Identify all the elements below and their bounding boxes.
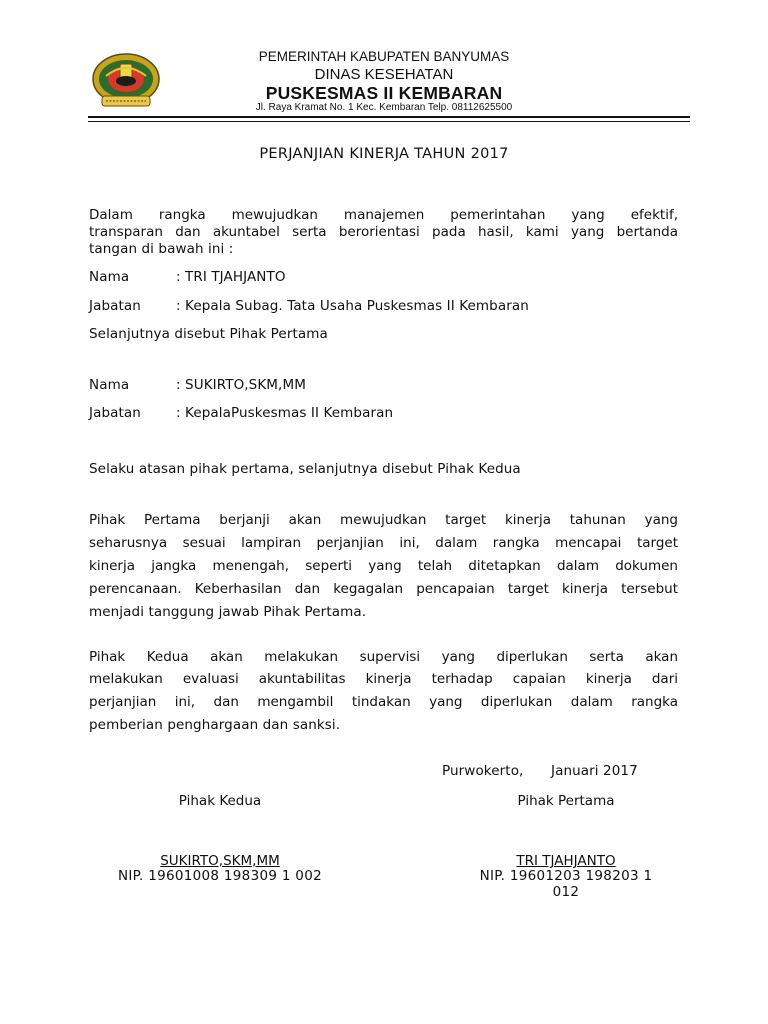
right-signatory-nip-continued: 012: [552, 884, 580, 900]
para2-line-1: Pihak Kedua akan melakukan supervisi yang diperlukan serta akan: [89, 649, 678, 665]
letterhead-address: Jl. Raya Kramat No. 1 Kec. Kembaran Telp. 08112625500: [255, 102, 513, 113]
intro-line-1: Dalam rangka mewujudkan manajemen pemerintahan yang efektif,: [89, 207, 678, 223]
party2-name-label: Nama: [89, 377, 130, 393]
right-signatory-role: Pihak Pertama: [517, 793, 615, 809]
para1-line-3: kinerja jangka menengah, seperti yang telah ditetapkan dalam dokumen: [89, 558, 678, 574]
party1-position-label: Jabatan: [89, 298, 141, 314]
para1-line-2: seharusnya sesuai lampiran perjanjian ini, dalam rangka mencapai target: [89, 535, 678, 551]
party2-position-label: Jabatan: [89, 405, 141, 421]
para2-line-2: melakukan evaluasi akuntabilitas kinerja terhadap capaian kinerja dari: [89, 671, 678, 687]
letterhead-rule-thick: [88, 116, 690, 118]
document-title: PERJANJIAN KINERJA TAHUN 2017: [259, 146, 509, 162]
party1-position-value: : Kepala Subag. Tata Usaha Puskesmas II Kembaran: [176, 298, 529, 314]
letterhead-rule-thin: [88, 121, 690, 122]
letterhead-department: DINAS KESEHATAN: [314, 66, 454, 83]
letterhead-institution: PUSKESMAS II KEMBARAN: [265, 83, 503, 103]
right-signatory-name: TRI TJAHJANTO: [516, 853, 616, 869]
party1-name-label: Nama: [89, 269, 130, 285]
party2-name-value: : SUKIRTO,SKM,MM: [176, 377, 306, 393]
left-signatory-role: Pihak Kedua: [178, 793, 262, 809]
intro-line-2: transparan dan akuntabel serta berorientasi pada hasil, kami yang bertanda: [89, 224, 678, 240]
para1-line-5: menjadi tanggung jawab Pihak Pertama.: [89, 604, 367, 620]
left-signatory-name: SUKIRTO,SKM,MM: [160, 853, 280, 869]
para2-line-3: perjanjian ini, dan mengambil tindakan yang diperlukan dalam rangka: [89, 694, 678, 710]
party1-designation: Selanjutnya disebut Pihak Pertama: [89, 326, 328, 342]
para1-line-1: Pihak Pertama berjanji akan mewujudkan target kinerja tahunan yang: [89, 512, 678, 528]
party2-designation: Selaku atasan pihak pertama, selanjutnya disebut Pihak Kedua: [89, 461, 521, 477]
place: Purwokerto,: [442, 763, 524, 779]
para2-line-4: pemberian penghargaan dan sanksi.: [89, 717, 341, 733]
party1-name-value: : TRI TJAHJANTO: [176, 269, 286, 285]
letterhead-government: PEMERINTAH KABUPATEN BANYUMAS: [258, 49, 510, 64]
party2-position-value: : KepalaPuskesmas II Kembaran: [176, 405, 394, 421]
intro-line-3: tangan di bawah ini :: [89, 241, 234, 257]
left-signatory-nip: NIP. 19601008 198309 1 002: [118, 868, 322, 884]
right-signatory-nip: NIP. 19601203 198203 1: [479, 868, 653, 884]
para1-line-4: perencanaan. Keberhasilan dan kegagalan pencapaian target kinerja tersebut: [89, 581, 678, 597]
date: Januari 2017: [551, 763, 638, 779]
